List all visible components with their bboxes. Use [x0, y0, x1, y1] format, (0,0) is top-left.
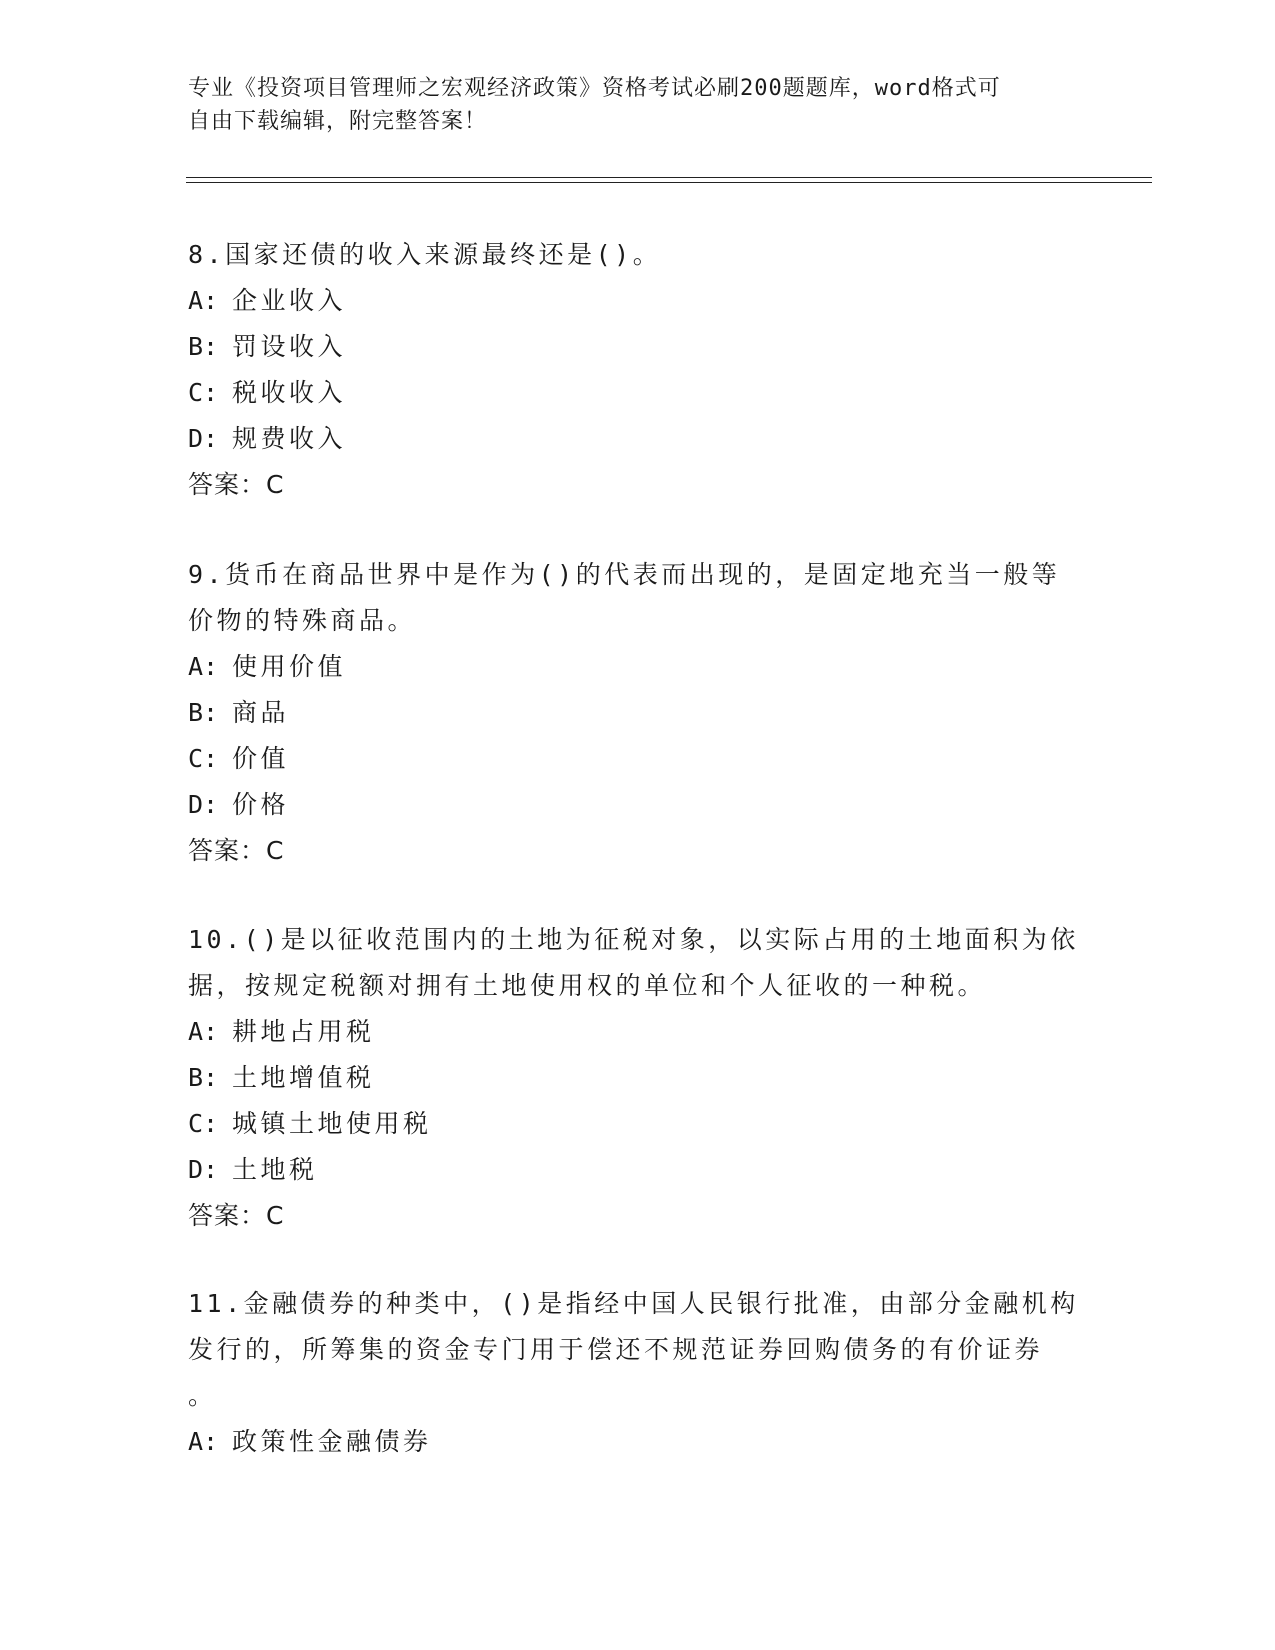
option-key: C:: [188, 744, 219, 773]
option-key: D:: [188, 424, 219, 453]
option-c: [188, 1101, 1088, 1147]
option-key: C:: [188, 1109, 219, 1138]
option-c: [188, 370, 1088, 416]
option-d: [188, 782, 1088, 828]
option-key: A:: [188, 1017, 219, 1046]
option-text: 政策性金融债券: [232, 1427, 432, 1456]
header-line-1: 专业《投资项目管理师之宏观经济政策》资格考试必刷200题题库，word格式可: [188, 76, 1001, 101]
question-stem-line: 11.金融债券的种类中，()是指经中国人民银行批准，由部分金融机构: [188, 1289, 1079, 1318]
header-divider-bottom: [186, 182, 1152, 183]
question-stem-line: 据，按规定税额对拥有土地使用权的单位和个人征收的一种税。: [188, 971, 987, 1000]
header-divider-top: [186, 177, 1152, 178]
option-a: [188, 1419, 1088, 1465]
option-key: A:: [188, 1427, 219, 1456]
option-key: B:: [188, 698, 219, 727]
option-text: 城镇土地使用税: [232, 1109, 432, 1138]
question-stem-line: 9.货币在商品世界中是作为()的代表而出现的，是固定地充当一般等: [188, 560, 1061, 589]
document-header: [188, 72, 1068, 138]
option-c: [188, 736, 1088, 782]
question-stem-line: 10.()是以征收范围内的土地为征税对象，以实际占用的土地面积为依: [188, 925, 1079, 954]
option-d: [188, 1147, 1088, 1193]
option-text: 土地增值税: [232, 1063, 375, 1092]
option-a: [188, 278, 1088, 324]
option-key: C:: [188, 378, 219, 407]
option-a: [188, 644, 1088, 690]
question-9: [188, 552, 1088, 874]
option-key: A:: [188, 652, 219, 681]
option-text: 税收收入: [232, 378, 347, 407]
option-a: [188, 1009, 1088, 1055]
question-stem-line: 价物的特殊商品。: [188, 606, 417, 635]
answer: 答案：C: [188, 1201, 285, 1230]
option-text: 价值: [232, 744, 290, 773]
header-line-2: 自由下载编辑，附完整答案！: [188, 109, 488, 134]
option-key: D:: [188, 1155, 219, 1184]
option-text: 土地税: [232, 1155, 318, 1184]
option-text: 价格: [232, 790, 290, 819]
option-key: D:: [188, 790, 219, 819]
option-text: 企业收入: [232, 286, 347, 315]
answer: 答案：C: [188, 836, 285, 865]
option-key: B:: [188, 332, 219, 361]
question-stem-line: 。: [188, 1381, 217, 1410]
question-8: [188, 232, 1088, 508]
question-stem-line: 8.国家还债的收入来源最终还是()。: [188, 240, 662, 269]
question-10: [188, 917, 1088, 1239]
option-text: 商品: [232, 698, 290, 727]
option-text: 使用价值: [232, 652, 347, 681]
answer: 答案：C: [188, 470, 285, 499]
option-text: 耕地占用税: [232, 1017, 375, 1046]
option-key: B:: [188, 1063, 219, 1092]
question-stem-line: 发行的，所筹集的资金专门用于偿还不规范证券回购债务的有价证券: [188, 1335, 1044, 1364]
option-b: [188, 1055, 1088, 1101]
option-text: 规费收入: [232, 424, 347, 453]
option-d: [188, 416, 1088, 462]
option-text: 罚设收入: [232, 332, 347, 361]
question-11: [188, 1281, 1088, 1465]
option-b: [188, 324, 1088, 370]
option-b: [188, 690, 1088, 736]
option-key: A:: [188, 286, 219, 315]
